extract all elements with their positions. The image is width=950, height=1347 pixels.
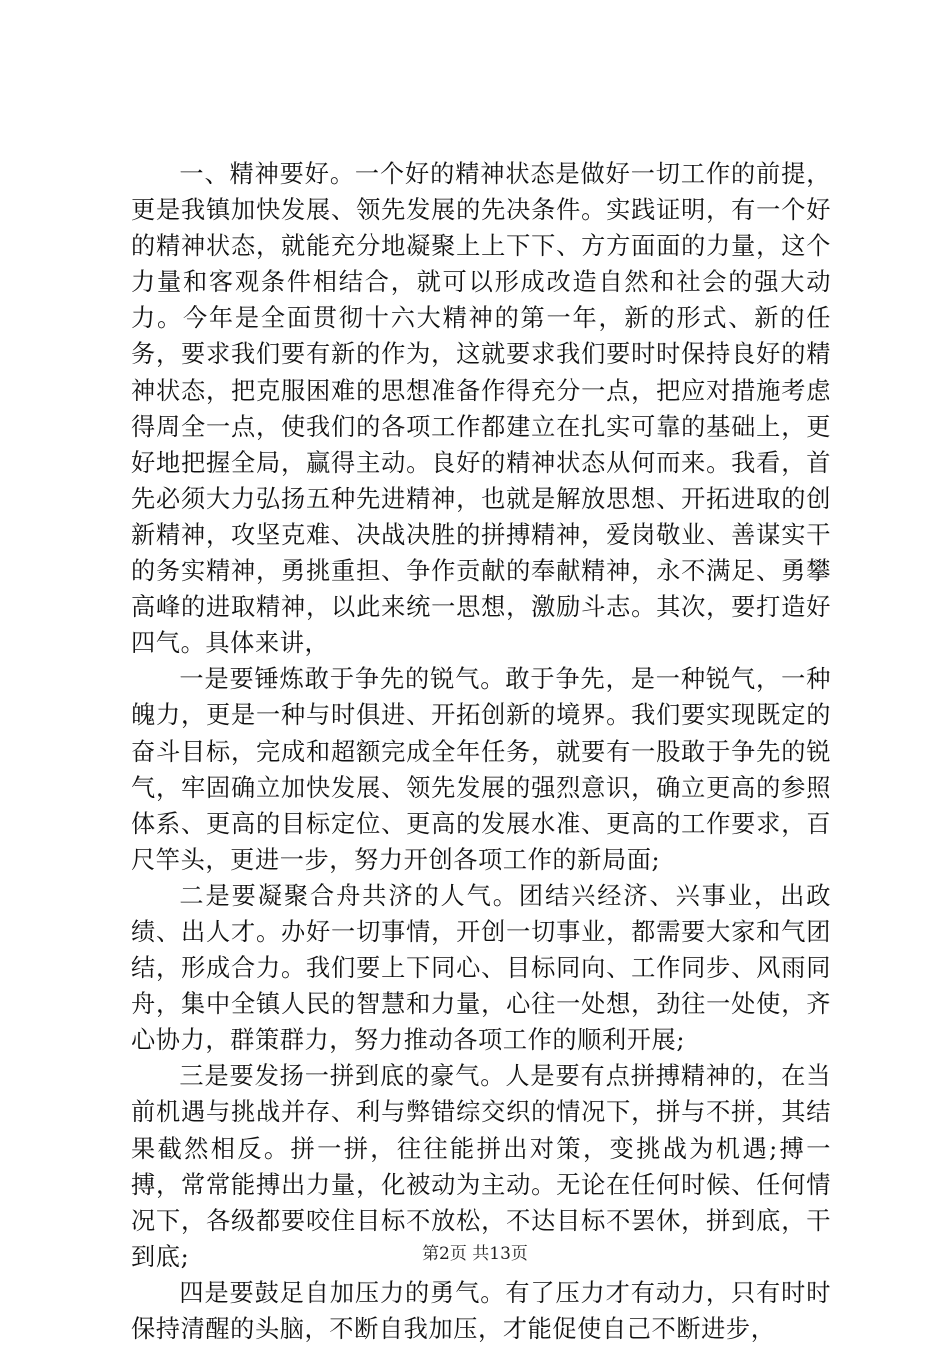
paragraph-heroism: 三是要发扬一拼到底的豪气。人是要有点拼搏精神的，在当前机遇与挑战并存、利与弊错综交织的情况下，拼与不拼，其结果截然相反。拼一拼，往往能拼出对策，变挑战为机遇;搏一搏，常常能搏出力量，化被动为主动。无论在任何时候、任何情况下，各级都要咬住目标不放松，不达目标不罢休，拼到底，干到底;: [131, 1062, 831, 1271]
paragraph-popularity: 二是要凝聚合舟共济的人气。团结兴经济、兴事业，出政绩、出人才。办好一切事情，开创一切事业，都需要大家和气团结，形成合力。我们要上下同心、目标同向、工作同步、风雨同舟，集中全镇人民的智慧和力量，心往一处想，劲往一处使，齐心协力，群策群力，努力推动各项工作的顺利开展;: [131, 881, 831, 1055]
document-body: [131, 156, 831, 1347]
paragraph-courage: 四是要鼓足自加压力的勇气。有了压力才有动力，只有时时保持清醒的头脑，不断自我加压，才能促使自己不断进步，: [131, 1278, 831, 1343]
page-number-footer: 第2页 共13页: [422, 1244, 528, 1264]
paragraph-spirit: 一、精神要好。一个好的精神状态是做好一切工作的前提，更是我镇加快发展、领先发展的先决条件。实践证明，有一个好的精神状态，就能充分地凝聚上上下下、方方面面的力量，这个力量和客观条件相结合，就可以形成改造自然和社会的强大动力。今年是全面贯彻十六大精神的第一年，新的形式、新的任务，要求我们要有新的作为，这就要求我们要时时保持良好的精神状态，把克服困难的思想准备作得充分一点，把应对措施考虑得周全一点，使我们的各项工作都建立在扎实可靠的基础上，更好地把握全局，赢得主动。良好的精神状态从何而来。我看，首先必须大力弘扬五种先进精神，也就是解放思想、开拓进取的创新精神，攻坚克难、决战决胜的拼搏精神，爱岗敬业、善谋实干的务实精神，勇挑重担、争作贡献的奉献精神，永不满足、勇攀高峰的进取精神，以此来统一思想，激励斗志。其次，要打造好四气。具体来讲，: [131, 160, 831, 658]
paragraph-sharpness: 一是要锤炼敢于争先的锐气。敢于争先，是一种锐气，一种魄力，更是一种与时俱进、开拓创新的境界。我们要实现既定的奋斗目标，完成和超额完成全年任务，就要有一股敢于争先的锐气，牢固确立加快发展、领先发展的强烈意识，确立更高的参照体系、更高的目标定位、更高的发展水准、更高的工作要求，百尺竿头，更进一步，努力开创各项工作的新局面;: [131, 665, 831, 874]
